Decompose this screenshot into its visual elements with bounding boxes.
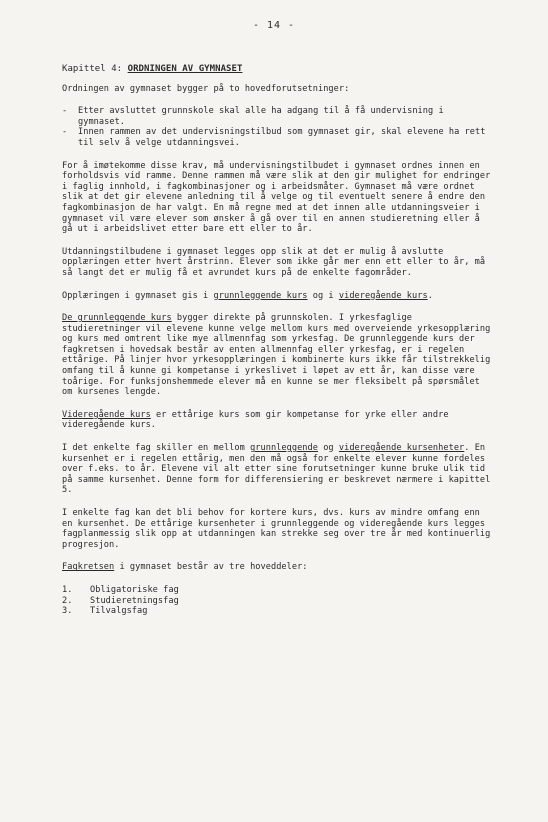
bullet-text: Etter avsluttet grunnskole skal alle ha adgang til å få undervisning i gymnaset. xyxy=(78,106,444,127)
paragraph: I enkelte fag kan det bli behov for kortere kurs, dvs. kurs av mindre omfang enn en kursenhet. De ettårige kursenheter i grunnleggende og videregående kurs legges fagplanmessig slik opp at utdanningen kan strekke seg over tre år med kontinuerlig progresjon. xyxy=(62,508,491,550)
text: . xyxy=(427,290,433,301)
paragraph xyxy=(62,313,494,398)
text: og i xyxy=(307,290,339,301)
paragraph xyxy=(62,291,494,302)
bullet-mark: - xyxy=(62,127,68,138)
text: og xyxy=(317,443,339,454)
list-item xyxy=(62,606,494,617)
list-text: Obligatoriske fag xyxy=(90,584,179,595)
list-text: Studieretningsfag xyxy=(90,595,179,606)
text: er ettårige kurs som gir kompetanse for yrke eller andre videregående kurs. xyxy=(62,409,449,431)
term-underlined: videregående kursenheter xyxy=(338,443,465,454)
chapter-title: ORDNINGEN AV GYMNASET xyxy=(127,64,243,74)
list-item xyxy=(62,106,494,127)
list-text: Tilvalgsfag xyxy=(90,606,148,617)
chapter-heading xyxy=(62,64,494,75)
text: bygger direkte på grunnskolen. I yrkesfaglige studieretninger vil elevene kunne velge mellom kurs med overveiende yrkesopplæring og kurs med omtrent like mye allmennfag som yrkesfag. De grunnleggende kurs der fagkretsen i hovedsak består av enten allmennfag eller yrkesfag, er i regelen ettårige. På linjer hvor yrkesopplæringen i kombinerte kurs ikke får tilstrekkelig omfang til å kunne gi kompetanse i yrkeslivet i løpet av ett år, kan disse være toårige. For funksjonshemmede elever må en kunne se mer fleksibelt på spørsmålet om kursenes lengde. xyxy=(62,313,491,398)
list-number: 3. xyxy=(62,606,73,617)
bullet-mark: - xyxy=(62,106,68,117)
text: . En kursenhet er i regelen ettårig, men den må også for enkelte elever kunne fordeles over f.eks. to år. Elevene vil alt etter sine forutsetninger kunne bruke ulik tid på samme kursenhet. Denne form for differensiering er beskrevet nærmere i kapittel 5. xyxy=(62,443,491,496)
paragraph xyxy=(62,410,494,431)
list-item xyxy=(62,596,494,607)
text: Opplæringen i gymnaset gis i xyxy=(62,290,214,301)
paragraph xyxy=(62,443,494,496)
term-underlined: Fagkretsen xyxy=(62,562,115,573)
term-underlined: grunnleggende kurs xyxy=(213,290,308,301)
term-underlined: Videregående kurs xyxy=(62,409,151,420)
list-item xyxy=(62,585,494,596)
paragraph: For å imøtekomme disse krav, må undervisningstilbudet i gymnaset ordnes innen en forholdsvis vid ramme. Denne rammen må være slik at den gir mulighet for endringer i faglig innhold, i fagkombinasjoner og i arbeidsmåter. Gymnaset må være ordnet slik at det gir elevene anledning til å velge og til eventuelt senere å endre den fagkombinasjon de har valgt. En må regne med at det innen alle utdanningsveier i gymnaset vil være elever som ønsker å gå over til en annen studieretning eller å gå ut i arbeidslivet etter bare ett eller to år. xyxy=(62,160,491,235)
text: I det enkelte fag skiller en mellom xyxy=(62,443,251,454)
intro-paragraph: Ordningen av gymnaset bygger på to hovedforutsetninger: xyxy=(62,83,350,94)
paragraph: Utdanningstilbudene i gymnaset legges opp slik at det er mulig å avslutte opplæringen etter hvert årstrinn. Elever som ikke går mer enn ett eller to år, må så langt det er mulig få et avrundet kurs på de enkelte fagområder. xyxy=(62,246,486,278)
list-number: 1. xyxy=(62,584,73,595)
text: i gymnaset består av tre hoveddeler: xyxy=(114,562,308,573)
paragraph xyxy=(62,562,494,573)
bullet-list xyxy=(62,106,494,148)
page-number: - 14 - xyxy=(252,20,296,31)
term-underlined: grunnleggende xyxy=(250,443,318,454)
bullet-text: Innen rammen av det undervisningstilbud som gymnaset gir, skal elevene ha rett til selv å velge utdanningsvei. xyxy=(78,127,486,148)
term-underlined: videregående kurs xyxy=(338,290,428,301)
list-number: 2. xyxy=(62,595,73,606)
chapter-prefix: Kapittel 4: xyxy=(62,64,123,74)
term-underlined: De grunnleggende kurs xyxy=(62,313,172,324)
page-content xyxy=(62,64,494,617)
numbered-list xyxy=(62,585,494,617)
list-item xyxy=(62,127,494,148)
